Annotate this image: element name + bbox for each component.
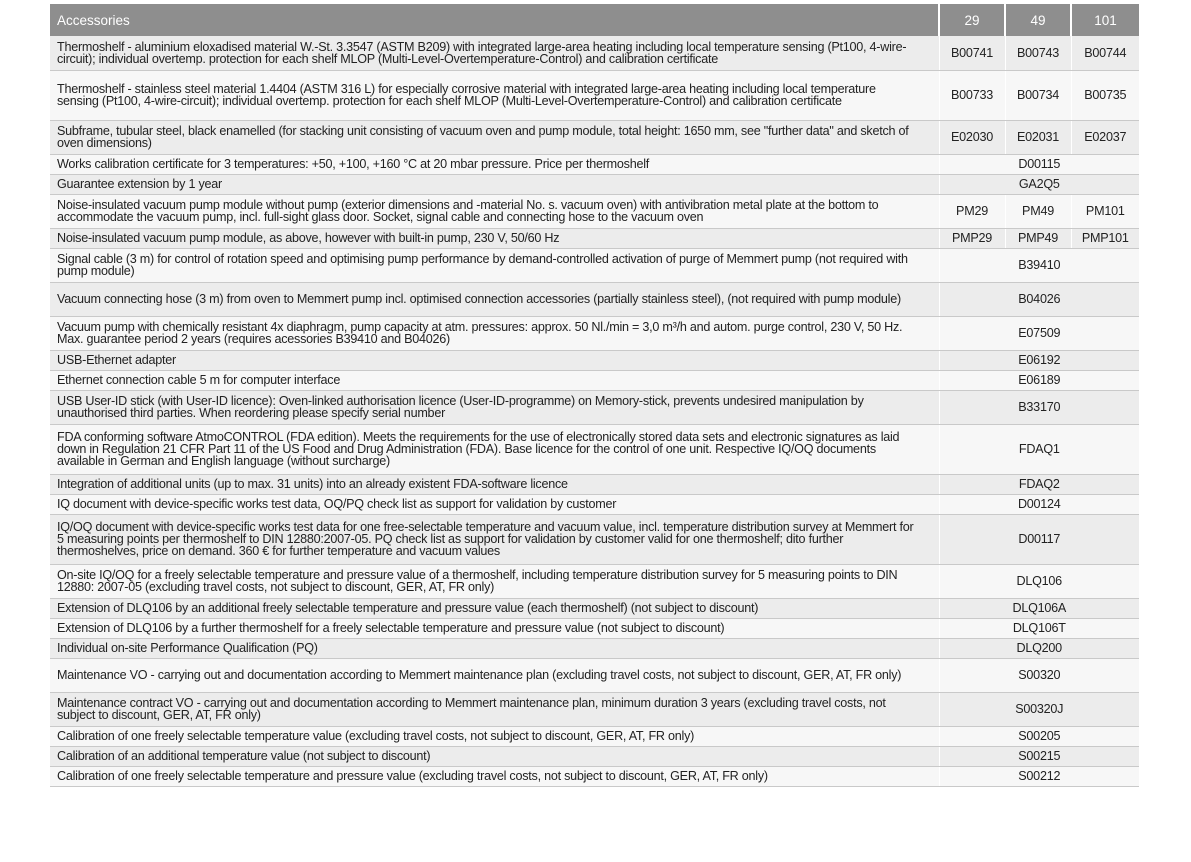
order-code: S00320J: [939, 692, 1139, 726]
order-code: B33170: [939, 390, 1139, 424]
order-code: S00205: [939, 726, 1139, 746]
table-row: [50, 282, 1139, 316]
order-code: DLQ200: [939, 638, 1139, 658]
table-row: [50, 746, 1139, 766]
order-code: GA2Q5: [939, 174, 1139, 194]
header-size-101: 101: [1071, 4, 1139, 36]
table-row: [50, 248, 1139, 282]
accessory-description: Noise-insulated vacuum pump module, as above, however with built-in pump, 230 V, 50/60 Hz: [50, 228, 939, 248]
table-row: [50, 370, 1139, 390]
order-code: E07509: [939, 316, 1139, 350]
table-row: [50, 70, 1139, 120]
order-code: DLQ106: [939, 564, 1139, 598]
table-header-row: [50, 4, 1139, 36]
table-row: [50, 316, 1139, 350]
accessory-description: USB-Ethernet adapter: [50, 350, 939, 370]
table-body: [50, 36, 1139, 786]
table-row: [50, 564, 1139, 598]
accessory-description: Vacuum connecting hose (3 m) from oven to Memmert pump incl. optimised connection accessories (partially stainless steel), (not required with pump module): [50, 282, 939, 316]
accessory-description: Calibration of one freely selectable temperature and pressure value (excluding travel costs, not subject to discount, GER, AT, FR only): [50, 766, 939, 786]
order-code: D00117: [939, 514, 1139, 564]
accessory-description: On-site IQ/OQ for a freely selectable temperature and pressure value of a thermoshelf, including temperature distribution survey for 5 measuring points to DIN 12880: 2007-05 (excluding travel costs, not subject to discount, GER, AT, FR only): [50, 564, 939, 598]
table-row: [50, 120, 1139, 154]
order-code: FDAQ2: [939, 474, 1139, 494]
accessory-description: Thermoshelf - stainless steel material 1.4404 (ASTM 316 L) for especially corrosive material with integrated large-area heating including local temperature sensing (Pt100, 4-wire-circuit); individual overtemp. protection for each shelf MLOP (Multi-Level-Overtemperature-Control) and calibration certificate: [50, 70, 939, 120]
table-row: [50, 618, 1139, 638]
order-code: D00115: [939, 154, 1139, 174]
accessory-description: Maintenance VO - carrying out and documentation according to Memmert maintenance plan (excluding travel costs, not subject to discount, GER, AT, FR only): [50, 658, 939, 692]
table-row: [50, 514, 1139, 564]
order-code: E06189: [939, 370, 1139, 390]
accessory-description: Individual on-site Performance Qualification (PQ): [50, 638, 939, 658]
order-code: B00743: [1005, 36, 1071, 70]
accessory-description: Maintenance contract VO - carrying out and documentation according to Memmert maintenance plan, minimum duration 3 years (excluding travel costs, not subject to discount, GER, AT, FR only): [50, 692, 939, 726]
header-size-49: 49: [1005, 4, 1071, 36]
accessory-description: Calibration of one freely selectable temperature value (excluding travel costs, not subject to discount, GER, AT, FR only): [50, 726, 939, 746]
accessories-table: [50, 4, 1139, 787]
table-row: [50, 692, 1139, 726]
order-code: PM29: [939, 194, 1005, 228]
table-row: [50, 424, 1139, 474]
accessory-description: Noise-insulated vacuum pump module without pump (exterior dimensions and -material No. s. vacuum oven) with antivibration metal plate at the bottom to accommodate the vacuum pump, incl. full-sight glass door. Socket, signal cable and connecting hose to the vacuum oven: [50, 194, 939, 228]
order-code: E02031: [1005, 120, 1071, 154]
order-code: E02037: [1071, 120, 1139, 154]
order-code: PM49: [1005, 194, 1071, 228]
order-code: B00741: [939, 36, 1005, 70]
order-code: PMP49: [1005, 228, 1071, 248]
order-code: B39410: [939, 248, 1139, 282]
accessory-description: Thermoshelf - aluminium eloxadised material W.-St. 3.3547 (ASTM B209) with integrated large-area heating including local temperature sensing (Pt100, 4-wire-circuit); individual overtemp. protection for each shelf MLOP (Multi-Level-Overtemperature-Control) and calibration certificate: [50, 36, 939, 70]
table-row: [50, 36, 1139, 70]
table-row: [50, 658, 1139, 692]
accessory-description: FDA conforming software AtmoCONTROL (FDA edition). Meets the requirements for the use of electronically stored data sets and electronic signatures as laid down in Regulation 21 CFR Part 11 of the US Food and Drug Administration (FDA). Base licence for the control of one unit. Respective IQ/OQ documents available in German and English language (without surcharge): [50, 424, 939, 474]
accessory-description: Vacuum pump with chemically resistant 4x diaphragm, pump capacity at atm. pressures: approx. 50 Nl./min = 3,0 m³/h and autom. purge control, 230 V, 50 Hz. Max. guarantee period 2 years (requires acessories B39410 and B04026): [50, 316, 939, 350]
accessory-description: Ethernet connection cable 5 m for computer interface: [50, 370, 939, 390]
accessory-description: Subframe, tubular steel, black enamelled (for stacking unit consisting of vacuum oven and pump module, total height: 1650 mm, see "further data" and sketch of oven dimensions): [50, 120, 939, 154]
order-code: B00735: [1071, 70, 1139, 120]
order-code: B00744: [1071, 36, 1139, 70]
table-row: [50, 174, 1139, 194]
header-size-29: 29: [939, 4, 1005, 36]
order-code: DLQ106T: [939, 618, 1139, 638]
order-code: PMP101: [1071, 228, 1139, 248]
order-code: E06192: [939, 350, 1139, 370]
table-row: [50, 494, 1139, 514]
order-code: PM101: [1071, 194, 1139, 228]
table-row: [50, 154, 1139, 174]
table-row: [50, 726, 1139, 746]
table-row: [50, 228, 1139, 248]
order-code: B04026: [939, 282, 1139, 316]
order-code: S00212: [939, 766, 1139, 786]
order-code: PMP29: [939, 228, 1005, 248]
table-row: [50, 194, 1139, 228]
accessory-description: Signal cable (3 m) for control of rotation speed and optimising pump performance by demand-controlled activation of purge of Memmert pump (not required with pump module): [50, 248, 939, 282]
accessory-description: Extension of DLQ106 by an additional freely selectable temperature and pressure value (each thermoshelf) (not subject to discount): [50, 598, 939, 618]
table-row: [50, 598, 1139, 618]
accessory-description: Extension of DLQ106 by a further thermoshelf for a freely selectable temperature and pressure value (not subject to discount): [50, 618, 939, 638]
order-code: FDAQ1: [939, 424, 1139, 474]
table-row: [50, 474, 1139, 494]
order-code: S00215: [939, 746, 1139, 766]
accessory-description: IQ document with device-specific works test data, OQ/PQ check list as support for validation by customer: [50, 494, 939, 514]
order-code: B00734: [1005, 70, 1071, 120]
accessory-description: Integration of additional units (up to max. 31 units) into an already existent FDA-software licence: [50, 474, 939, 494]
accessory-description: Works calibration certificate for 3 temperatures: +50, +100, +160 °C at 20 mbar pressure. Price per thermoshelf: [50, 154, 939, 174]
table-row: [50, 766, 1139, 786]
order-code: DLQ106A: [939, 598, 1139, 618]
table-row: [50, 638, 1139, 658]
accessory-description: USB User-ID stick (with User-ID licence): Oven-linked authorisation licence (User-ID-programme) on Memory-stick, prevents undesired manipulation by unauthorised third parties. When reordering please specify serial number: [50, 390, 939, 424]
order-code: E02030: [939, 120, 1005, 154]
table-row: [50, 350, 1139, 370]
table-row: [50, 390, 1139, 424]
accessory-description: IQ/OQ document with device-specific works test data for one free-selectable temperature and vacuum value, incl. temperature distribution survey at Memmert for 5 measuring points per thermoshelf to DIN 12880:2007-05. PQ check list as support for validation by customer valid for one thermoshelf; dito further thermoshelves, price on demand. 360 € for further temperature and vacuum values: [50, 514, 939, 564]
order-code: B00733: [939, 70, 1005, 120]
order-code: D00124: [939, 494, 1139, 514]
order-code: S00320: [939, 658, 1139, 692]
accessory-description: Guarantee extension by 1 year: [50, 174, 939, 194]
accessory-description: Calibration of an additional temperature value (not subject to discount): [50, 746, 939, 766]
header-accessories: Accessories: [50, 4, 939, 36]
